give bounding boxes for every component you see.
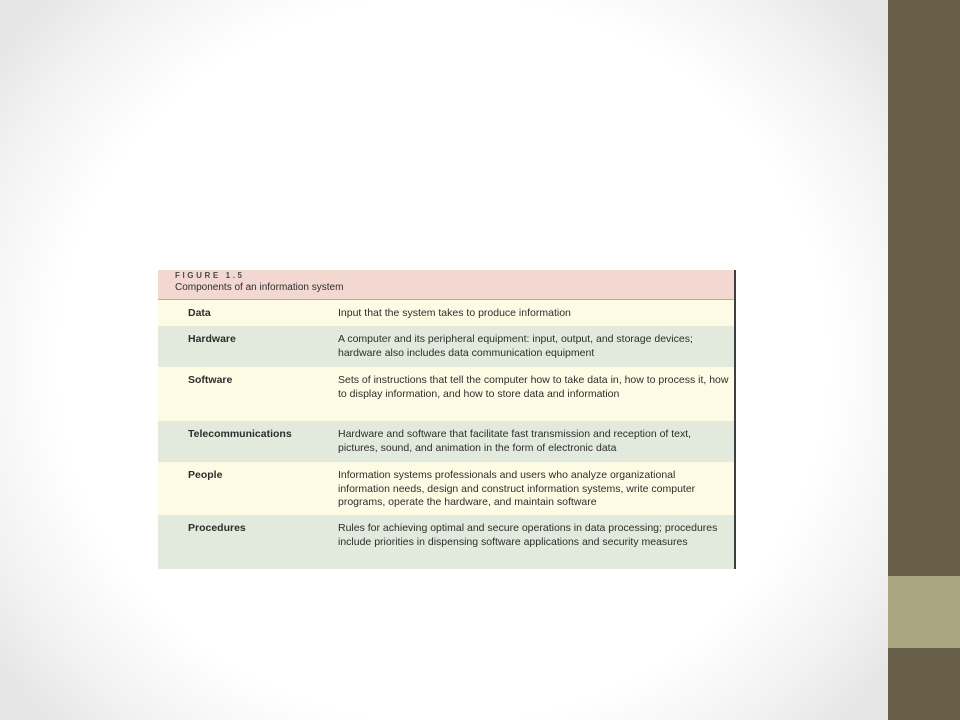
table-row [158,515,734,569]
side-accent-bar-top [888,0,960,576]
figure-header [158,270,734,300]
component-description: Rules for achieving optimal and secure operations in data processing; procedures include priorities in dispensing software applications and security measures [338,522,718,548]
component-description: Information systems professionals and users who analyze organizational information needs, design and construct information systems, write computer programs, operate the hardware, and maintain software [338,469,696,508]
component-term: Software [188,374,233,386]
component-description: Hardware and software that facilitate fast transmission and reception of text, pictures, sound, and animation in the form of electronic data [338,428,692,454]
component-term: Data [188,307,211,319]
component-term: Procedures [188,522,246,534]
component-description: Input that the system takes to produce information [338,307,571,319]
component-term: People [188,469,223,481]
table-row [158,421,734,462]
component-term: Telecommunications [188,428,292,440]
figure-title: Components of an information system [175,282,344,293]
figure-number: FIGURE 1.5 [175,271,245,280]
figure-table [158,270,736,569]
table-row [158,300,734,326]
side-accent-bar-bottom [888,648,960,720]
component-description: A computer and its peripheral equipment: input, output, and storage devices; hardware also includes data communication equipment [338,333,693,359]
component-term: Hardware [188,333,236,345]
side-accent-bar-middle [888,576,960,648]
component-description: Sets of instructions that tell the computer how to take data in, how to process it, how to display information, and how to store data and information [338,374,729,400]
table-row [158,462,734,515]
table-row [158,326,734,367]
table-row [158,367,734,421]
